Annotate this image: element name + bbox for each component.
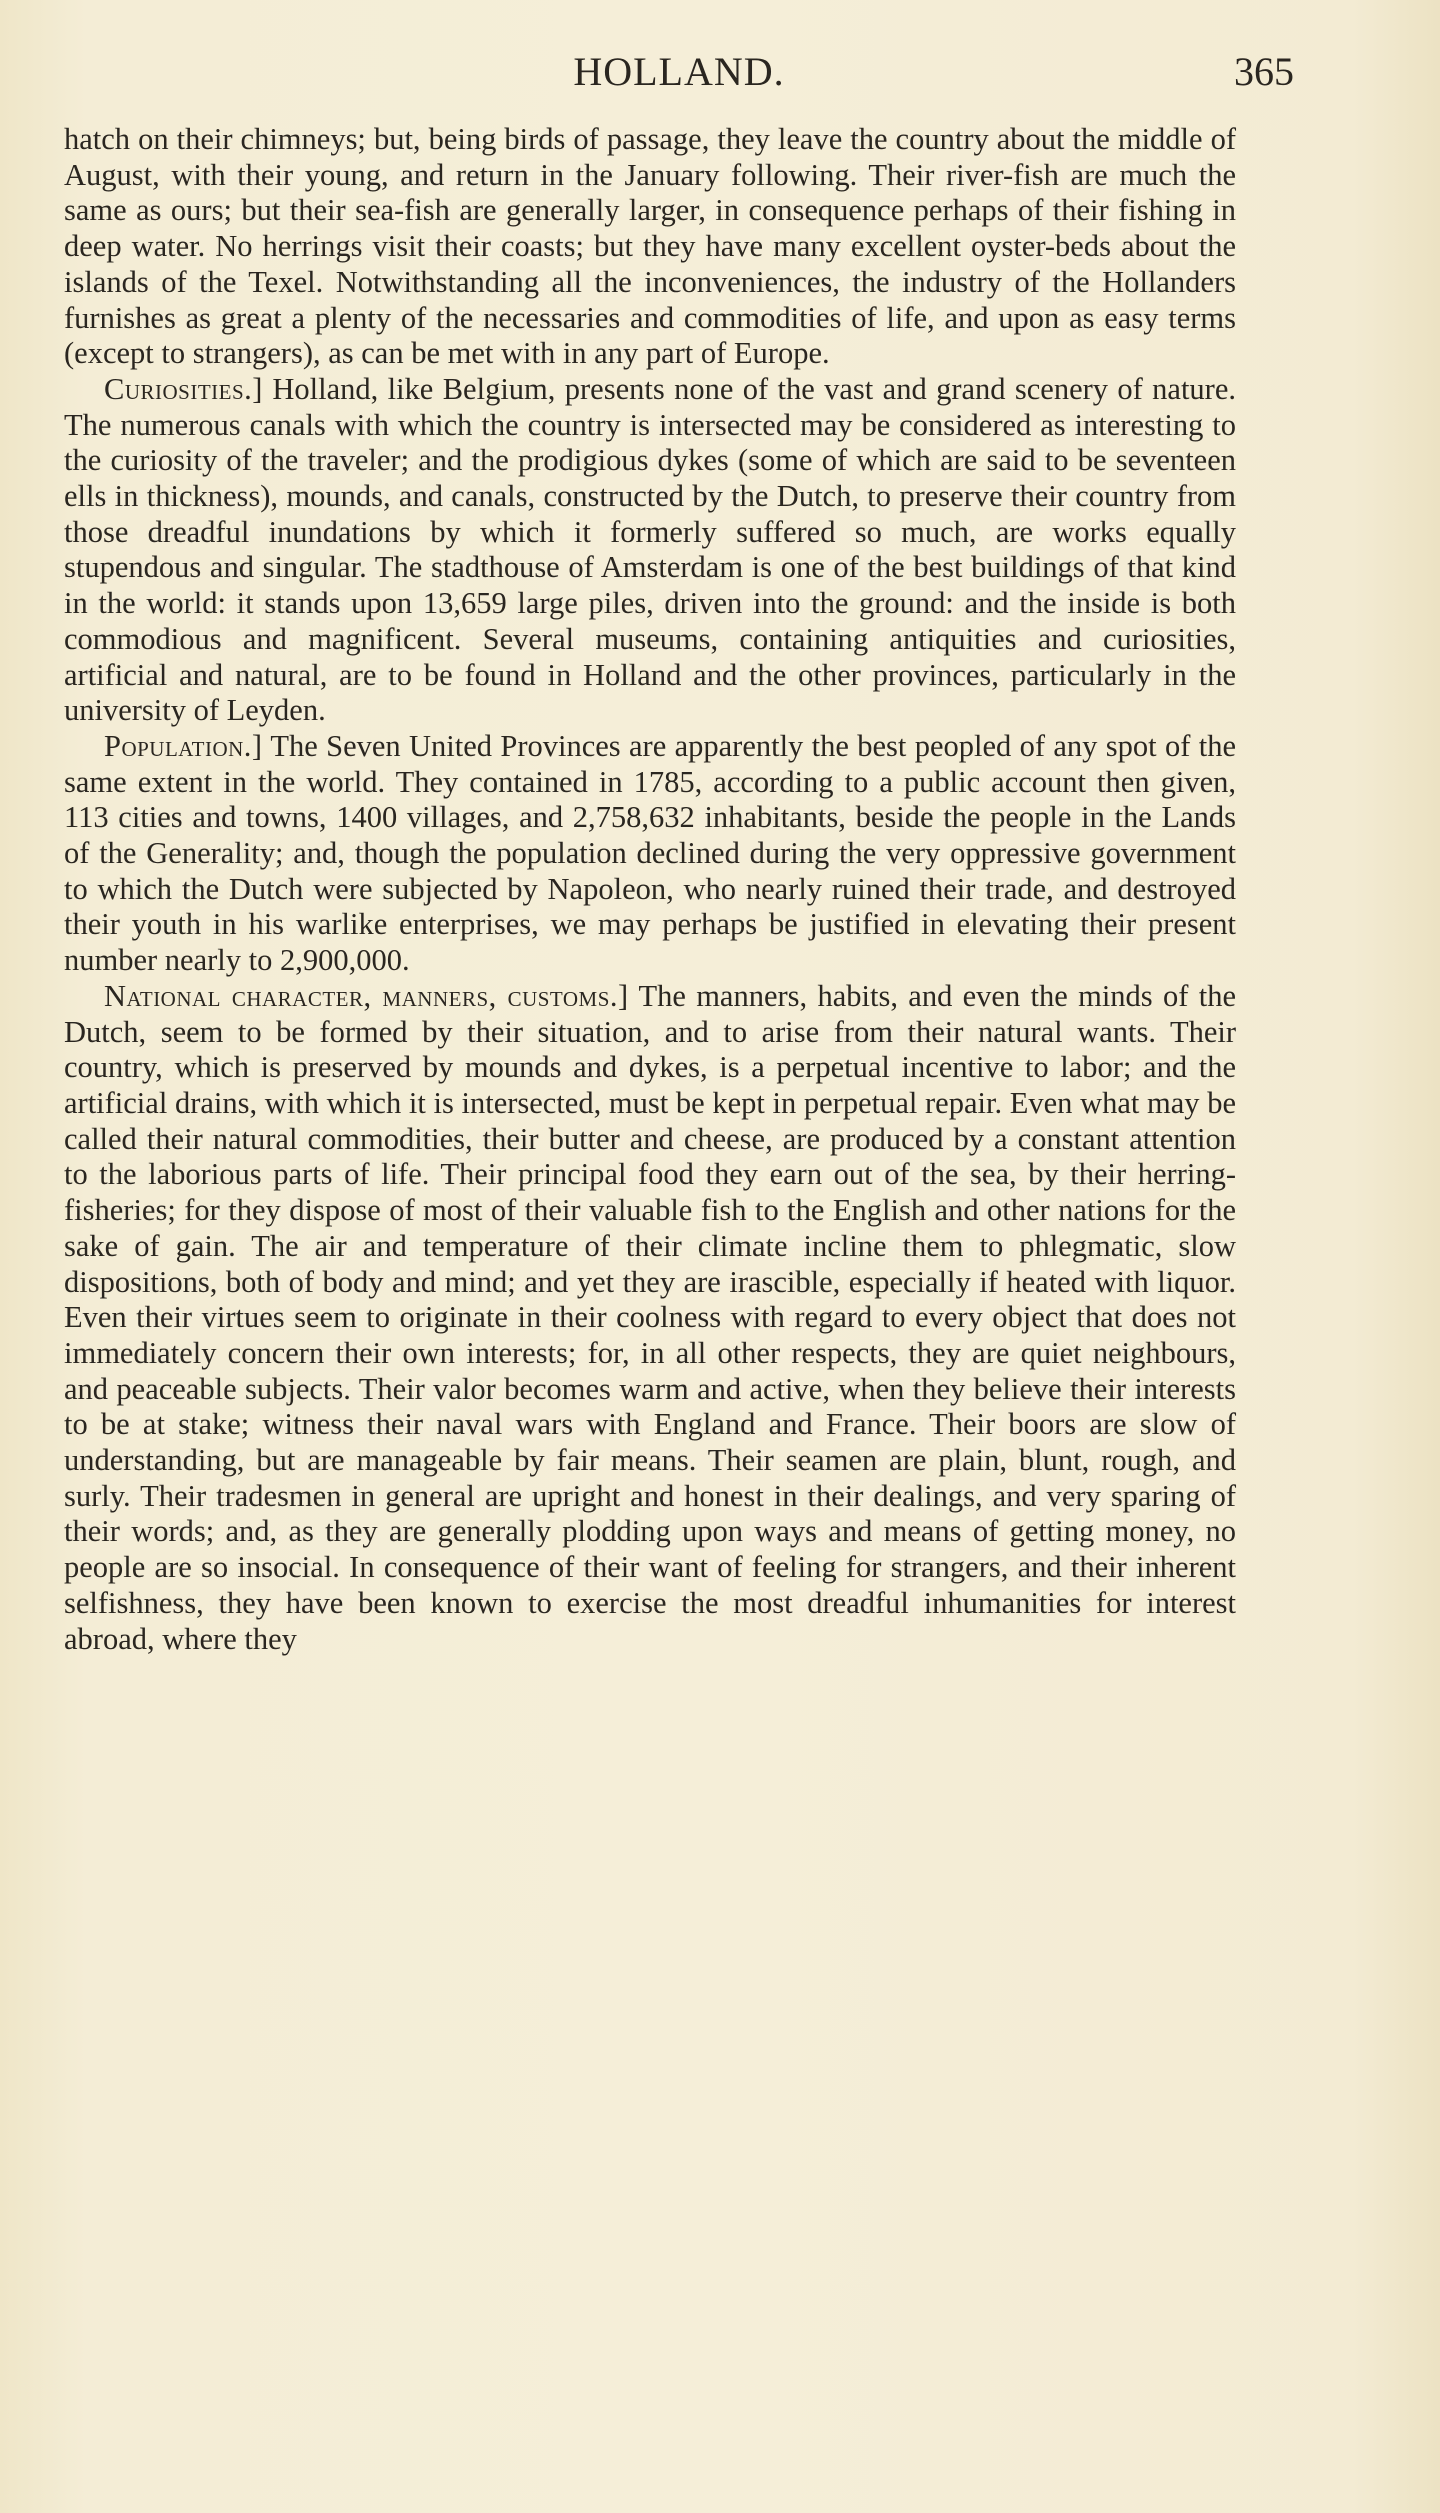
national-character-paragraph — [64, 979, 1236, 1657]
national-character-heading: National character, manners, customs.] — [104, 978, 629, 1013]
population-text: The Seven United Provinces are apparently the best peopled of any spot of the same extent in the world. They contained in 1785, according to a public account then given, 113 cities and towns, 1400 villages, and 2,758,632 inhabitants, beside the people in the Lands of the Generality; and, though the population declined during the very oppressive government to which the Dutch were subjected by Napoleon, who nearly ruined their trade, and destroyed their youth in his warlike enterprises, we may perhaps be justified in elevating their present number nearly to 2,900,000. — [64, 728, 1236, 978]
curiosities-heading: Curiosities.] — [104, 371, 263, 406]
population-paragraph — [64, 729, 1236, 979]
population-heading: Population.] — [104, 728, 263, 763]
curiosities-paragraph — [64, 372, 1236, 729]
curiosities-text: Holland, like Belgium, presents none of the vast and grand scenery of nature. The numerous canals with which the country is intersected may be considered as interesting to the curiosity of the traveler; and the prodigious dykes (some of which are said to be seventeen ells in thickness), mounds, and canals, constructed by the Dutch, to preserve their country from those dreadful inundations by which it formerly suffered so much, are works equally stupendous and singular. The stadthouse of Amsterdam is one of the best buildings of that kind in the world: it stands upon 13,659 large piles, driven into the ground: and the inside is both commodious and magnificent. Several museums, containing antiquities and curiosities, artificial and natural, are to be found in Holland and the other provinces, particularly in the university of Leyden. — [64, 371, 1237, 728]
body-text — [64, 122, 1236, 1657]
intro-paragraph: hatch on their chimneys; but, being birds of passage, they leave the country about the middle of August, with their young, and return in the January following. Their river-fish are much the same as ours; but their sea-fish are generally larger, in consequence perhaps of their fishing in deep water. No herrings visit their coasts; but they have many excellent oyster-beds about the islands of the Texel. Notwithstanding all the inconveniences, the industry of the Hollanders furnishes as great a plenty of the necessaries and commodities of life, and upon as easy terms (except to strangers), as can be met with in any part of Europe. — [64, 122, 1236, 371]
running-head — [64, 48, 1294, 108]
page-number: 365 — [1234, 49, 1294, 94]
page-title: HOLLAND. — [573, 49, 785, 94]
national-character-text: The manners, habits, and even the minds of the Dutch, seem to be formed by their situation, and to arise from their natural wants. Their country, which is preserved by mounds and dykes, is a perpetual incentive to labor; and the artificial drains, with which it is intersected, must be kept in perpetual repair. Even what may be called their natural commodities, their butter and cheese, are produced by a constant attention to the laborious parts of life. Their principal food they earn out of the sea, by their herring-fisheries; for they dispose of most of their valuable fish to the English and other nations for the sake of gain. The air and temperature of their climate incline them to phlegmatic, slow dispositions, both of body and mind; and yet they are irascible, especially if heated with liquor. Even their virtues seem to originate in their coolness with regard to every object that does not immediately concern their own interests; for, in all other respects, they are quiet neighbours, and peaceable subjects. Their valor becomes warm and active, when they believe their interests to be at stake; witness their naval wars with England and France. Their boors are slow of understanding, but are manageable by fair means. Their seamen are plain, blunt, rough, and surly. Their tradesmen in general are upright and honest in their dealings, and very sparing of their words; and, as they are generally plodding upon ways and means of getting money, no people are so insocial. In consequence of their want of feeling for strangers, and their inherent selfishness, they have been known to exercise the most dreadful inhumanities for interest abroad, where they — [64, 978, 1236, 1656]
